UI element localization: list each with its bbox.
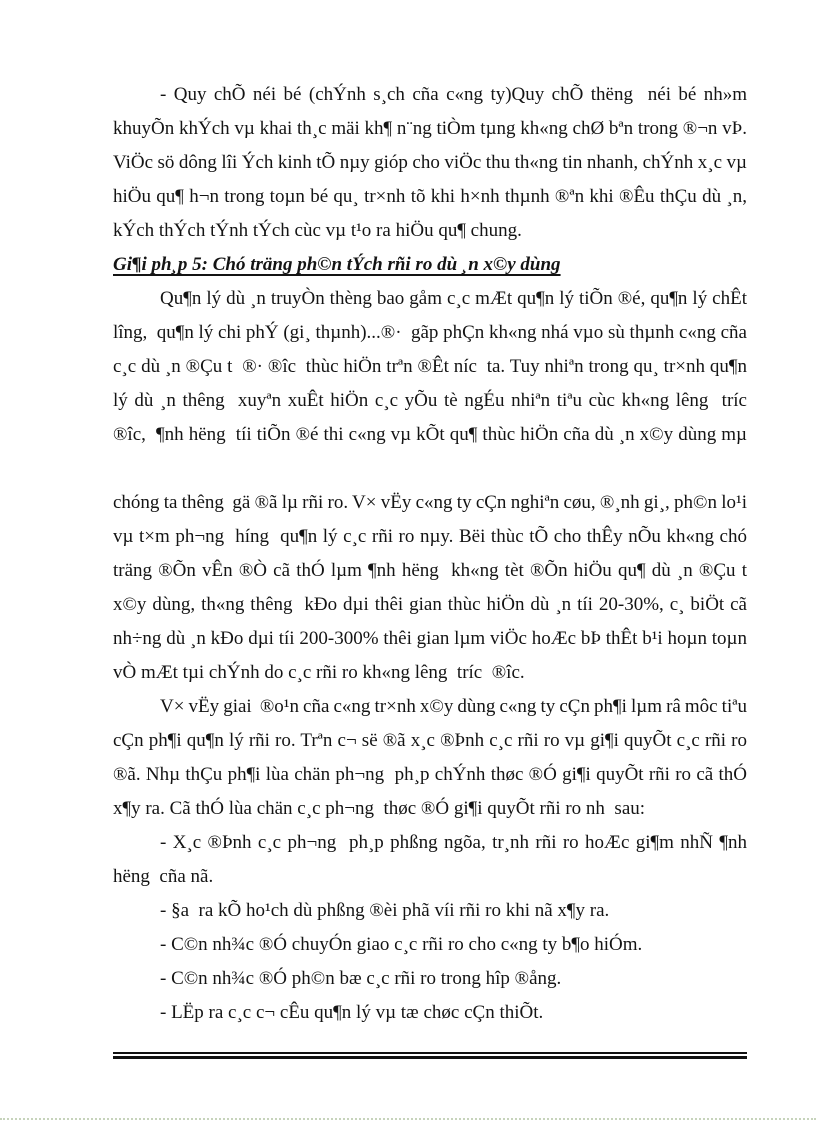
text-line bbox=[113, 962, 747, 996]
text-line-content: kÝch thÝch tÝnh tÝch cùc vµ t¹o ra hiÖu qu¶ chung. bbox=[113, 220, 522, 241]
text-line-content: c¸c dù ¸n ®Çu t ®· ®îc thùc hiÖn trªn ®Êt níc ta. Tuy nhiªn trong qu¸ tr×nh qu¶n bbox=[113, 356, 747, 377]
text-line bbox=[113, 792, 747, 826]
text-line bbox=[113, 146, 747, 180]
text-line-content: hiÖu qu¶ h¬n trong toµn bé qu¸ tr×nh tõ khi h×nh thµnh ®ªn khi ®Êu thÇu dù ¸n, bbox=[113, 186, 747, 207]
text-line-content: khuyÕn khÝch vµ khai th¸c mäi kh¶ n¨ng tiÒm tµng kh«ng chØ bªn trong ®¬n vÞ. bbox=[113, 118, 747, 139]
text-line-content: chóng ta thêng gä ®ã lµ rñi ro. V× vËy c«ng ty cÇn nghiªn cøu, ®¸nh gi¸, ph©n lo¹i bbox=[113, 492, 747, 513]
text-line bbox=[113, 724, 747, 758]
text-line bbox=[113, 928, 747, 962]
section-heading bbox=[113, 248, 747, 282]
text-line bbox=[113, 622, 747, 656]
text-line-content: - Quy chÕ néi bé (chÝnh s¸ch cña c«ng ty)Quy chÕ thëng néi bé nh»m bbox=[160, 84, 747, 105]
text-line bbox=[113, 656, 747, 690]
text-line-content: x©y dùng, th«ng thêng kÐo dµi thêi gian thùc hiÖn dù ¸n tíi 20-30%, c¸ biÖt cã bbox=[113, 594, 747, 615]
text-line bbox=[113, 112, 747, 146]
text-line-content: - X¸c ®Þnh c¸c ph¬ng ph¸p phßng ngõa, tr¸nh rñi ro hoÆc gi¶m nhÑ ¶nh bbox=[160, 832, 747, 853]
text-line bbox=[113, 316, 747, 350]
text-line bbox=[113, 384, 747, 418]
text-line-content: lý dù ¸n thêng xuyªn xuÊt hiÖn c¸c yÕu tè ngÉu nhiªn tiªu cùc kh«ng lêng tríc bbox=[113, 390, 747, 411]
text-line bbox=[113, 894, 747, 928]
text-line bbox=[113, 554, 747, 588]
text-line-content: - C©n nh¾c ®Ó chuyÓn giao c¸c rñi ro cho c«ng ty b¶o hiÓm. bbox=[160, 934, 643, 955]
text-line bbox=[113, 758, 747, 792]
text-line-content: cÇn ph¶i qu¶n lý rñi ro. Trªn c¬ së ®ã x¸c ®Þnh c¸c rñi ro vµ gi¶i quyÕt c¸c rñi ro bbox=[113, 730, 747, 751]
text-line bbox=[113, 282, 747, 316]
text-line-content: - LËp ra c¸c c¬ cÊu qu¶n lý vµ tæ chøc cÇn thiÕt. bbox=[160, 1002, 544, 1023]
text-line bbox=[113, 996, 747, 1030]
text-line bbox=[113, 180, 747, 214]
text-line-content: vµ t×m ph¬ng híng qu¶n lý c¸c rñi ro nµy. Bëi thùc tÕ cho thÊy nÕu kh«ng chó bbox=[113, 526, 747, 547]
text-line bbox=[113, 78, 747, 112]
text-line bbox=[113, 350, 747, 384]
text-line bbox=[113, 690, 747, 724]
page-bottom-dotted-edge bbox=[0, 1118, 816, 1120]
text-line-content: - §a ra kÕ ho¹ch dù phßng ®èi phã víi rñi ro khi nã x¶y ra. bbox=[160, 900, 610, 921]
text-line bbox=[113, 588, 747, 622]
text-line-content: Gi¶i ph¸p 5: Chó träng ph©n tÝch rñi ro dù ¸n x©y dùng bbox=[113, 254, 561, 275]
text-line-content: ®îc, ¶nh hëng tíi tiÕn ®é thi c«ng vµ kÕt qu¶ thùc hiÖn cña dù ¸n x©y dùng mµ bbox=[113, 424, 747, 445]
text-line-content: träng ®Õn vÊn ®Ò cã thÓ lµm ¶nh hëng kh«ng tèt ®Õn hiÖu qu¶ dù ¸n ®Çu t bbox=[113, 560, 747, 581]
text-line-content: ViÖc sö dông lîi Ých kinh tÕ nµy gióp cho viÖc thu th«ng tin nhanh, chÝnh x¸c vµ bbox=[113, 152, 747, 173]
text-line-content: Qu¶n lý dù ¸n truyÒn thèng bao gåm c¸c mÆt qu¶n lý tiÕn ®é, qu¶n lý chÊt bbox=[160, 288, 747, 309]
text-line bbox=[113, 214, 747, 248]
text-line-content: x¶y ra. Cã thÓ lùa chän c¸c ph¬ng thøc ®Ó gi¶i quyÕt rñi ro nh sau: bbox=[113, 798, 646, 819]
text-line bbox=[113, 486, 747, 520]
text-line-content: lîng, qu¶n lý chi phÝ (gi¸ thµnh)...®· gãp phÇn kh«ng nhá vµo sù thµnh c«ng cña bbox=[113, 322, 747, 343]
footer-separator-line bbox=[113, 1052, 747, 1059]
text-line-content: - C©n nh¾c ®Ó ph©n bæ c¸c rñi ro trong hîp ®ång. bbox=[160, 968, 562, 989]
document-text-block bbox=[113, 78, 747, 1030]
text-line bbox=[113, 520, 747, 554]
text-line bbox=[113, 418, 747, 452]
text-line-content: V× vËy giai ®o¹n cña c«ng tr×nh x©y dùng c«ng ty cÇn ph¶i lµm râ môc tiªu bbox=[160, 696, 747, 717]
text-line bbox=[113, 860, 747, 894]
text-line bbox=[113, 826, 747, 860]
text-line-content: hëng cña nã. bbox=[113, 866, 214, 887]
text-line-content: ®ã. Nhµ thÇu ph¶i lùa chän ph¬ng ph¸p chÝnh thøc ®Ó gi¶i quyÕt rñi ro cã thÓ bbox=[113, 764, 747, 785]
text-line-content: nh÷ng dù ¸n kÐo dµi tíi 200-300% thêi gian lµm viÖc hoÆc bÞ thÊt b¹i hoµn toµn bbox=[113, 628, 747, 649]
text-line-content: vÒ mÆt tµi chÝnh do c¸c rñi ro kh«ng lêng tríc ®îc. bbox=[113, 662, 525, 683]
